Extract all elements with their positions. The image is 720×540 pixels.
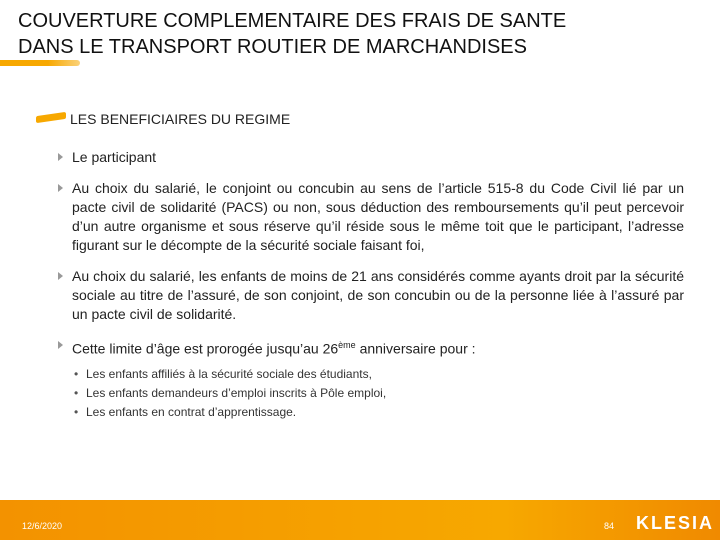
dot-bullet-icon: • bbox=[74, 385, 79, 400]
triangle-bullet-icon bbox=[58, 272, 63, 280]
bullet-item bbox=[58, 148, 684, 167]
triangle-bullet-icon bbox=[58, 341, 63, 349]
sub-bullet-item bbox=[72, 403, 684, 422]
sub-bullet-text: Les enfants demandeurs d’emploi inscrits à Pôle emploi, bbox=[86, 385, 387, 400]
section-title: LES BENEFICIAIRES DU REGIME bbox=[70, 111, 291, 127]
bullet-text: Au choix du salarié, les enfants de moins de 21 ans considérés comme ayants droit par la sécurité sociale au titre de l’assuré, de son conjoint, de son concubin ou de la personne liée à l’assuré par un pacte civil de solidarité. bbox=[72, 268, 684, 322]
bullet-item bbox=[58, 267, 684, 324]
bullet-item bbox=[58, 179, 684, 255]
dot-bullet-icon: • bbox=[74, 404, 79, 419]
klesia-logo: KLESIA bbox=[636, 513, 715, 533]
page-title bbox=[18, 8, 708, 60]
title-accent-bar bbox=[0, 60, 80, 66]
age-limit-text-end: anniversaire pour : bbox=[355, 340, 476, 357]
footer-date: 12/6/2020 bbox=[22, 521, 63, 531]
triangle-bullet-icon bbox=[58, 153, 63, 161]
page-number: 84 bbox=[604, 521, 615, 531]
bullet-text: Au choix du salarié, le conjoint ou concubin au sens de l’article 515-8 du Code Civil lié par un pacte civil de solidarité (PACS) ou non, sous déduction des remboursements qu’il peut percevoir d’un autre organisme et sous réserve qu’il réside sous le même toit que le participant, l’adresse figurant sur le décompte de la sécurité sociale faisant foi, bbox=[72, 180, 684, 253]
footer-bar bbox=[0, 500, 720, 540]
page-title-line-1: COUVERTURE COMPLEMENTAIRE DES FRAIS DE SANTE bbox=[18, 10, 567, 32]
sub-bullet-text: Les enfants en contrat d’apprentissage. bbox=[86, 404, 297, 419]
bullet-text: Le participant bbox=[72, 149, 157, 165]
bullet-item-age-limit bbox=[58, 336, 684, 359]
dot-bullet-icon: • bbox=[74, 366, 79, 381]
sub-bullet-item bbox=[72, 384, 684, 403]
age-limit-superscript: ème bbox=[338, 340, 356, 350]
sub-bullet-item bbox=[72, 365, 684, 384]
page-title-line-2: DANS LE TRANSPORT ROUTIER DE MARCHANDISES bbox=[18, 36, 527, 58]
sub-bullet-list bbox=[72, 365, 684, 422]
content-area bbox=[58, 148, 684, 422]
section-accent-mark bbox=[36, 112, 66, 123]
sub-bullet-text: Les enfants affiliés à la sécurité sociale des étudiants, bbox=[86, 366, 372, 381]
triangle-bullet-icon bbox=[58, 184, 63, 192]
age-limit-text: Cette limite d’âge est prorogée jusqu’au 26 bbox=[72, 340, 339, 357]
